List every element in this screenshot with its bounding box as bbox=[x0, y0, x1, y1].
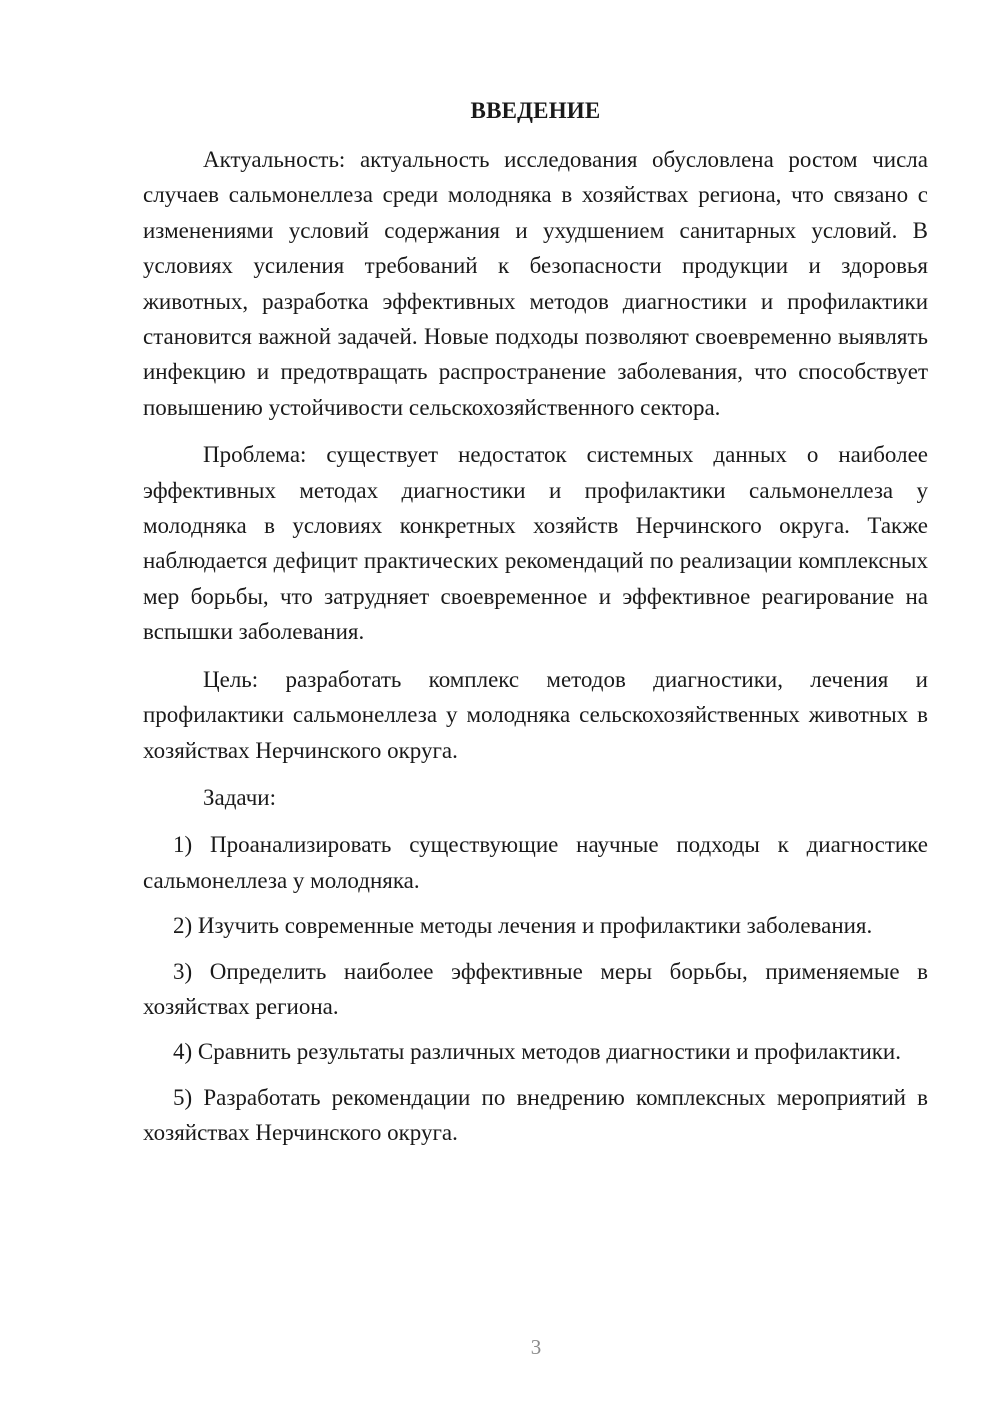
paragraph-relevance: Актуальность: актуальность исследования обусловлена ростом числа случаев сальмонеллеза среди молодняка в хозяйствах региона, что связано с изменениями условий содержания и ухудшением санитарных условий. В условиях усиления требований к безопасности продукции и здоровья животных, разработка эффективных методов диагностики и профилактики становится важной задачей. Новые подходы позволяют своевременно выявлять инфекцию и предотвращать распространение заболевания, что способствует повышению устойчивости сельскохозяйственного сектора. bbox=[143, 147, 928, 420]
task-item-3: 3) Определить наиболее эффективные меры борьбы, применяемые в хозяйствах региона. bbox=[143, 958, 928, 1019]
task-item-4: 4) Сравнить результаты различных методов диагностики и профилактики. bbox=[173, 1039, 901, 1065]
paragraph-problem: Проблема: существует недостаток системных данных о наиболее эффективных методах диагностики и профилактики сальмонеллеза у молодняка в условиях конкретных хозяйств Нерчинского округа. Также наблюдается дефицит практических рекомендаций по реализации комплексных мер борьбы, что затрудняет своевременное и эффективное реагирование на вспышки заболевания. bbox=[143, 442, 928, 645]
page-number: 3 bbox=[530, 1335, 542, 1359]
task-item-1: 1) Проанализировать существующие научные подходы к диагностике сальмонеллеза у молодняка. bbox=[143, 832, 928, 893]
section-title: ВВЕДЕНИЕ bbox=[470, 98, 601, 123]
task-item-5: 5) Разработать рекомендации по внедрению комплексных мероприятий в хозяйствах Нерчинского округа. bbox=[143, 1084, 928, 1146]
paragraph-goal: Цель: разработать комплекс методов диагностики, лечения и профилактики сальмонеллеза у молодняка сельскохозяйственных животных в хозяйствах Нерчинского округа. bbox=[143, 666, 928, 763]
document-body bbox=[143, 142, 928, 1161]
tasks-list bbox=[143, 827, 928, 1150]
task-item-2: 2) Изучить современные методы лечения и профилактики заболевания. bbox=[173, 913, 873, 939]
tasks-heading: Задачи: bbox=[203, 784, 276, 810]
